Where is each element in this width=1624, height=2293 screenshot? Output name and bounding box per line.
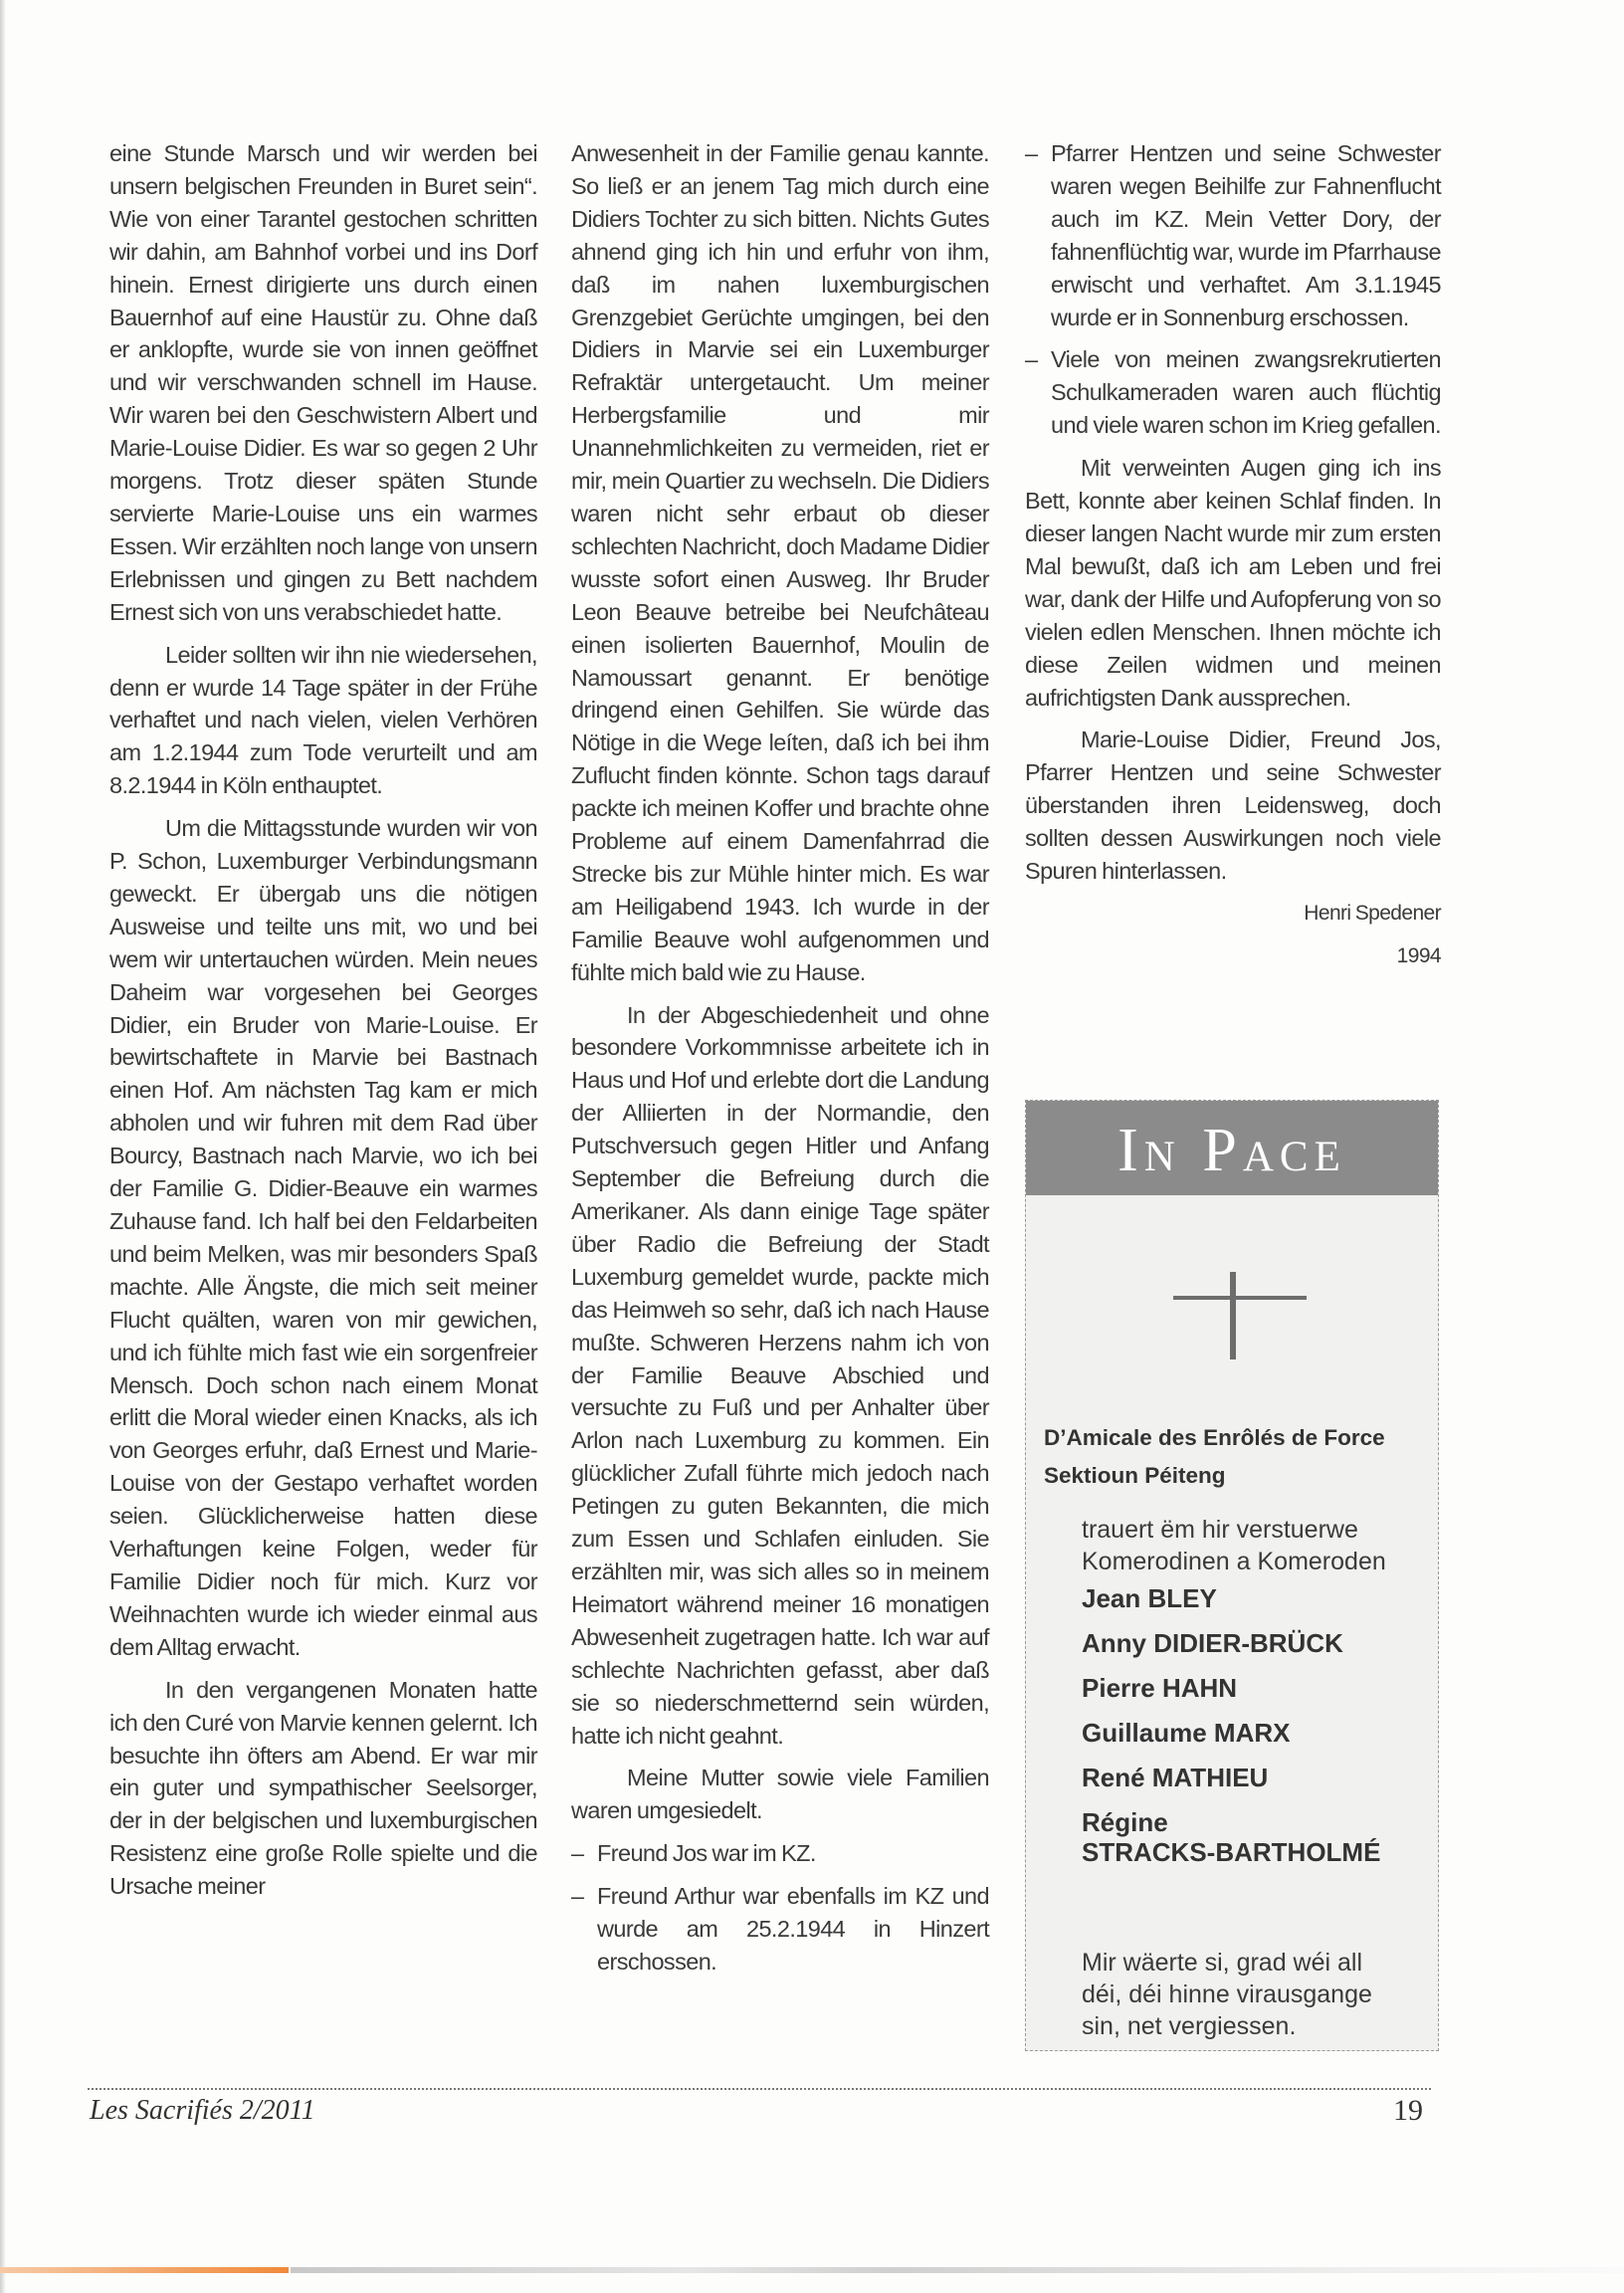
- list-item-text: Pfarrer Hentzen und seine Schwester waren wegen Beihilfe zur Fahnenflucht auch im KZ. Mein Vetter Dory, der fahnenflüchtig war, wurde im Pfarrhause erwischt und verhaftet. Am 3.1.1945 wurde er in Sonnenburg erschossen.: [1051, 140, 1441, 330]
- verse-line: déi, déi hinne virausgange: [1082, 1980, 1372, 2008]
- deceased-names-list: [1082, 1583, 1380, 1882]
- verse-line: Mir wäerte si, grad wéi all: [1082, 1949, 1363, 1977]
- footer-divider: [88, 2088, 1431, 2090]
- paragraph: Anwesenheit in der Familie genau kannte. So ließ er an jenem Tag mich durch eine Didiers Tochter zu sich bitten. Nichts Gutes ahnend ging ich hin und erfuhr von ihm, daß im nahen luxemburgischen Grenzgebiet Gerüchte umgingen, bei den Didiers in Marvie sei ein Luxemburger Refraktär untergetaucht. Um meiner Herbergsfamilie und mir Unannehmlichkeiten zu vermeiden, riet er mir, mein Quartier zu wechseln. Die Didiers waren nicht sehr erbaut ob dieser schlechten Nachricht, doch Madame Didier wusste sofort einen Ausweg. Ihr Bruder Leon Beauve betreibe bei Neufchâteau einen isolierten Bauernhof, Moulin de Namoussart genannt. Er benötige dringend einen Gehilfen. Sie würde das Nötige in die Wege leíten, daß ich bei ihm Zuflucht finden könnte. Schon tags darauf packte ich meinen Koffer und brachte ohne Probleme auf einem Damenfahrrad die Strecke bis zur Mühle hinter mich. Es war am Heiligabend 1943. Ich wurde in der Familie Beauve wohl aufgenommen und fühlte mich bald wie zu Hause.: [571, 140, 990, 985]
- decorative-stripe-orange: [0, 2267, 289, 2273]
- list-item: [1025, 343, 1441, 442]
- deceased-name: Guillaume MARX: [1082, 1718, 1291, 1748]
- organization-line: Sektioun Péiteng: [1044, 1463, 1226, 1488]
- memorial-verse: [1082, 1947, 1372, 2042]
- paragraph: Meine Mutter sowie viele Familien waren umgesiedelt.: [571, 1765, 989, 1824]
- author-signature: Henri Spedener: [1304, 901, 1441, 925]
- deceased-name: Régine: [1082, 1807, 1168, 1837]
- mourning-line: Komerodinen a Komeroden: [1082, 1548, 1386, 1575]
- organization-line: D’Amicale des Enrôlés de Force: [1044, 1425, 1385, 1450]
- paragraph: In der Abgeschiedenheit und ohne besondere Vorkommnisse arbeitete ich in Haus und Hof und erlebte dort die Landung der Alliierten in der Normandie, den Putschversuch gegen Hitler und Anfang September die Befreiung durch die Amerikaner. Als dann einige Tage später über Radio die Befreiung der Stadt Luxemburg gemeldet wurde, packte mich das Heimweh so sehr, daß ich nach Hause mußte. Schweren Herzens nahm ich von der Familie Beauve Abschied und versuchte zu Fuß und per Anhalter über Arlon nach Luxemburg zu kommen. Ein glücklicher Zufall führte mich jedoch nach Petingen zu guten Bekannten, die mich zum Essen und Schlafen einluden. Sie erzählten mir, was sich alles so in meinem Heimatort während meiner 16 monatigen Abwesenheit zugetragen hatte. Ich war auf schlechte Nachrichten gefasst, aber daß sie so niederschmetternd sein würden, hatte ich nicht geahnt.: [571, 1001, 989, 1749]
- decorative-stripe-gray: [291, 2267, 1624, 2273]
- article-column-2: [571, 137, 989, 1988]
- list-item-text: Freund Jos war im KZ.: [597, 1840, 816, 1867]
- list-item-text: Viele von meinen zwangsrekrutierten Schulkameraden waren auch flüchtig und viele waren schon im Krieg gefallen.: [1051, 346, 1441, 439]
- article-column-3: [1025, 137, 1441, 973]
- list-item: [571, 1880, 989, 1979]
- list-item-text: Freund Arthur war ebenfalls im KZ und wurde am 25.2.1944 in Hinzert erschossen.: [597, 1883, 989, 1975]
- paragraph: Marie-Louise Didier, Freund Jos, Pfarrer Hentzen und seine Schwester überstanden ihren Leidensweg, doch sollten dessen Auswirkungen noch viele Spuren hinterlassen.: [1025, 727, 1441, 885]
- paragraph: Um die Mittagsstunde wurden wir von P. Schon, Luxemburger Verbindungsmann geweckt. Er übergab uns die nötigen Ausweise und teilte uns mit, wo und bei wem wir untertauchen würden. Mein neues Daheim war vorgesehen bei Georges Didier, ein Bruder von Marie-Louise. Er bewirtschaftete in Marvie bei Bastnach einen Hof. Am nächsten Tag kam er mich abholen und wir fuhren mit dem Rad über Bourcy, Bastnach nach Marvie, wo ich bei der Familie G. Didier-Beauve ein warmes Zuhause fand. Ich half bei den Feldarbeiten und beim Melken, was mir besonders Spaß machte. Alle Ängste, die mich seit meiner Flucht quälten, waren von mir gewichen, und ich fühlte mich fast wie ein sorgenfreier Mensch. Doch schon nach einem Monat erlitt die Moral wieder einen Knacks, als ich von Georges erfuhr, daß Ernest und Marie-Louise von der Gestapo verhaftet worden seien. Glücklicherweise hatten diese Verhaftungen keine Folgen, weder für Familie Didier noch für mich. Kurz vor Weihnachten wurde ich wieder einmal aus dem Alltag erwacht.: [109, 815, 537, 1660]
- dash-bullet: –: [571, 1883, 584, 1910]
- article-year: 1994: [1396, 943, 1441, 967]
- verse-line: sin, net vergiessen.: [1082, 2012, 1297, 2040]
- page-edge-shadow: [0, 0, 6, 2293]
- list-item: [571, 1837, 989, 1870]
- page-number: 19: [1393, 2094, 1423, 2127]
- paragraph: Mit verweinten Augen ging ich ins Bett, konnte aber keinen Schlaf finden. In dieser langen Nacht wurde mir zum ersten Mal bewußt, daß ich am Leben und frei war, dank der Hilfe und Aufopferung von so vielen edlen Menschen. Ihnen möchte ich diese Zeilen widmen und meinen aufrichtigsten Dank aussprechen.: [1025, 455, 1441, 711]
- in-pace-obituary-box: [1025, 1100, 1439, 2051]
- in-pace-title: In Pace: [1026, 1101, 1438, 1195]
- deceased-name: Jean BLEY: [1082, 1583, 1217, 1613]
- mourning-text: [1082, 1514, 1386, 1577]
- organization-name: [1044, 1419, 1385, 1495]
- dash-bullet: –: [1025, 140, 1038, 166]
- article-column-1: [109, 137, 537, 1913]
- deceased-name: Anny DIDIER-BRÜCK: [1082, 1628, 1343, 1658]
- paragraph: Leider sollten wir ihn nie wiedersehen, denn er wurde 14 Tage später in der Frühe verhaftet und nach vielen, vielen Verhören am 1.2.1944 zum Tode verurteilt und am 8.2.1944 in Köln enthauptet.: [109, 641, 537, 799]
- list-item: [1025, 137, 1441, 333]
- deceased-name: STRACKS-BARTHOLMÉ: [1082, 1837, 1381, 1867]
- dash-bullet: –: [1025, 346, 1038, 373]
- deceased-name: René MATHIEU: [1082, 1763, 1269, 1792]
- journal-title: Les Sacrifiés 2/2011: [90, 2095, 315, 2126]
- deceased-name: Pierre HAHN: [1082, 1673, 1238, 1703]
- paragraph: In den vergangenen Monaten hatte ich den Curé von Marvie kennen gelernt. Ich besuchte ihn öfters am Abend. Er war mir ein guter und sympathischer Seelsorger, der in der belgischen und luxemburgischen Resistenz eine große Rolle spielte und die Ursache meiner: [109, 1676, 537, 1900]
- mourning-line: trauert ëm hir verstuerwe: [1082, 1516, 1358, 1544]
- dash-bullet: –: [571, 1840, 584, 1867]
- paragraph: eine Stunde Marsch und wir werden bei unsern belgischen Freunden in Buret sein“. Wie von einer Tarantel gestochen schritten wir dahin, am Bahnhof vorbei und ins Dorf hinein. Ernest dirigierte uns durch einen Bauernhof auf eine Haustür zu. Ohne daß er anklopfte, wurde sie von innen geöffnet und wir verschwanden schnell im Hause. Wir waren bei den Geschwistern Albert und Marie-Louise Didier. Es war so gegen 2 Uhr morgens. Trotz dieser späten Stunde servierte Marie-Louise uns ein warmes Essen. Wir erzählten noch lange von unsern Erlebnissen und gingen zu Bett nachdem Ernest sich von uns verabschiedet hatte.: [109, 140, 537, 625]
